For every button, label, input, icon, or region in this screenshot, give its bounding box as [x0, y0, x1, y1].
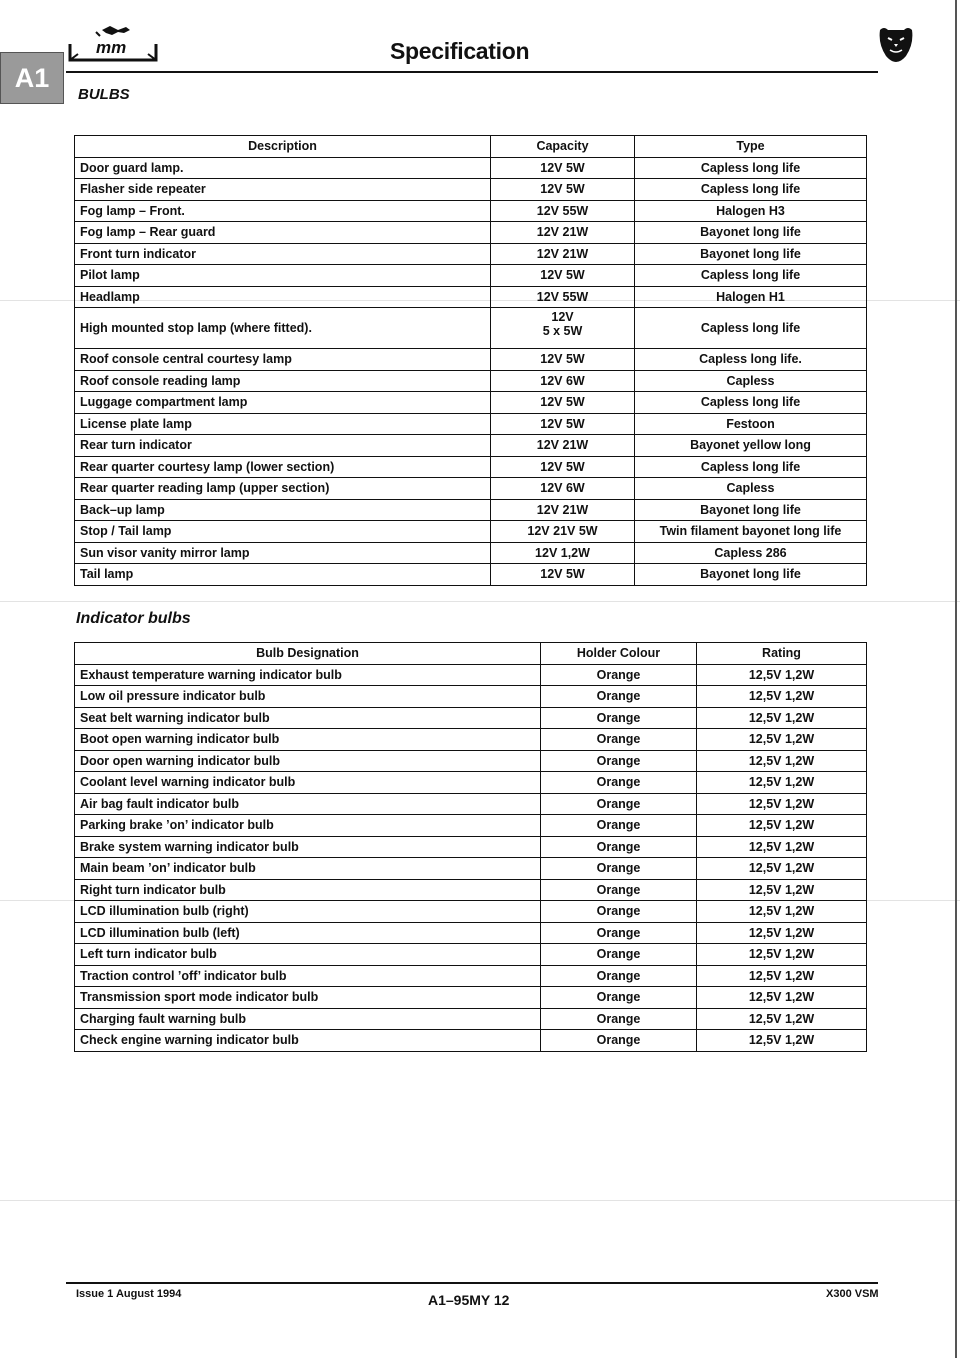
- value-cell: Orange: [541, 815, 697, 837]
- bulb-row: [75, 456, 867, 478]
- value-cell: 12V 5W: [491, 456, 635, 478]
- bulb-row: [75, 370, 867, 392]
- bulb-row: [75, 542, 867, 564]
- description-cell: LCD illumination bulb (left): [75, 922, 541, 944]
- type-cell: Twin filament bayonet long life: [635, 521, 867, 543]
- type-cell: Capless: [635, 370, 867, 392]
- type-cell: Capless long life: [635, 392, 867, 414]
- indicator-row: [75, 836, 867, 858]
- description-cell: Door open warning indicator bulb: [75, 750, 541, 772]
- value-cell: 12V 5W: [491, 179, 635, 201]
- description-cell: Pilot lamp: [75, 265, 491, 287]
- description-cell: Luggage compartment lamp: [75, 392, 491, 414]
- scan-edge: [955, 0, 957, 1358]
- indicator-row: [75, 965, 867, 987]
- table-header-row: [75, 136, 867, 158]
- column-header: Rating: [697, 643, 867, 665]
- type-cell: Capless long life: [635, 308, 867, 349]
- value-cell: Orange: [541, 729, 697, 751]
- description-cell: High mounted stop lamp (where fitted).: [75, 308, 491, 349]
- type-cell: 12,5V 1,2W: [697, 1030, 867, 1052]
- description-cell: Fog lamp – Rear guard: [75, 222, 491, 244]
- value-cell: 12V 1,2W: [491, 542, 635, 564]
- description-cell: Headlamp: [75, 286, 491, 308]
- type-cell: Capless long life: [635, 179, 867, 201]
- type-cell: 12,5V 1,2W: [697, 858, 867, 880]
- description-cell: Brake system warning indicator bulb: [75, 836, 541, 858]
- type-cell: Capless long life.: [635, 349, 867, 371]
- type-cell: Bayonet yellow long: [635, 435, 867, 457]
- manual-code: X300 VSM: [826, 1288, 879, 1300]
- bulbs-heading: BULBS: [78, 86, 130, 103]
- description-cell: Fog lamp – Front.: [75, 200, 491, 222]
- description-cell: Right turn indicator bulb: [75, 879, 541, 901]
- description-cell: Left turn indicator bulb: [75, 944, 541, 966]
- indicator-bulbs-heading: Indicator bulbs: [76, 610, 191, 627]
- service-logo: [66, 24, 162, 64]
- type-cell: Bayonet long life: [635, 222, 867, 244]
- type-cell: 12,5V 1,2W: [697, 686, 867, 708]
- column-header: Type: [635, 136, 867, 158]
- value-cell: 12V 5W: [491, 392, 635, 414]
- value-cell: 12V 21W: [491, 435, 635, 457]
- type-cell: 12,5V 1,2W: [697, 922, 867, 944]
- description-cell: Rear quarter courtesy lamp (lower section): [75, 456, 491, 478]
- indicator-row: [75, 729, 867, 751]
- value-cell: 12V 6W: [491, 478, 635, 500]
- jaguar-head-icon: [876, 24, 916, 68]
- description-cell: Tail lamp: [75, 564, 491, 586]
- bulb-row: [75, 564, 867, 586]
- bulb-row: [75, 243, 867, 265]
- bulb-row: [75, 286, 867, 308]
- type-cell: 12,5V 1,2W: [697, 879, 867, 901]
- value-cell: 12V 21W: [491, 222, 635, 244]
- indicator-row: [75, 1008, 867, 1030]
- description-cell: Door guard lamp.: [75, 157, 491, 179]
- bulbs-table-body: [75, 157, 867, 585]
- value-cell: Orange: [541, 944, 697, 966]
- bulb-row: [75, 265, 867, 287]
- column-header: Bulb Designation: [75, 643, 541, 665]
- description-cell: Roof console central courtesy lamp: [75, 349, 491, 371]
- value-cell: 12V 5W: [491, 265, 635, 287]
- description-cell: Traction control ’off’ indicator bulb: [75, 965, 541, 987]
- type-cell: Bayonet long life: [635, 564, 867, 586]
- indicator-row: [75, 686, 867, 708]
- indicator-row: [75, 987, 867, 1009]
- description-cell: Exhaust temperature warning indicator bulb: [75, 664, 541, 686]
- column-header: Description: [75, 136, 491, 158]
- value-cell: 12V 21V 5W: [491, 521, 635, 543]
- column-header: Holder Colour: [541, 643, 697, 665]
- type-cell: Halogen H3: [635, 200, 867, 222]
- type-cell: 12,5V 1,2W: [697, 750, 867, 772]
- type-cell: 12,5V 1,2W: [697, 1008, 867, 1030]
- bulb-row: [75, 521, 867, 543]
- indicator-row: [75, 1030, 867, 1052]
- bulb-row: [75, 222, 867, 244]
- bulb-row: [75, 200, 867, 222]
- indicator-row: [75, 750, 867, 772]
- bulb-row: [75, 349, 867, 371]
- indicator-row: [75, 901, 867, 923]
- value-cell: Orange: [541, 1008, 697, 1030]
- type-cell: 12,5V 1,2W: [697, 772, 867, 794]
- description-cell: Air bag fault indicator bulb: [75, 793, 541, 815]
- value-cell: Orange: [541, 836, 697, 858]
- description-cell: Roof console reading lamp: [75, 370, 491, 392]
- indicator-row: [75, 793, 867, 815]
- type-cell: Capless long life: [635, 265, 867, 287]
- description-cell: Front turn indicator: [75, 243, 491, 265]
- issue-date: Issue 1 August 1994: [76, 1288, 182, 1300]
- description-cell: Parking brake ’on’ indicator bulb: [75, 815, 541, 837]
- bulb-row: [75, 478, 867, 500]
- type-cell: Capless long life: [635, 456, 867, 478]
- section-tab: A1: [0, 52, 64, 104]
- value-cell: Orange: [541, 901, 697, 923]
- value-cell: Orange: [541, 793, 697, 815]
- value-cell: 12V 6W: [491, 370, 635, 392]
- value-cell: 12V 5W: [491, 413, 635, 435]
- value-cell: Orange: [541, 987, 697, 1009]
- column-header: Capacity: [491, 136, 635, 158]
- type-cell: 12,5V 1,2W: [697, 944, 867, 966]
- value-cell: 12V 21W: [491, 499, 635, 521]
- bulb-row: [75, 157, 867, 179]
- type-cell: Capless 286: [635, 542, 867, 564]
- value-cell: Orange: [541, 750, 697, 772]
- type-cell: Bayonet long life: [635, 499, 867, 521]
- value-cell: 12V 21W: [491, 243, 635, 265]
- indicator-row: [75, 858, 867, 880]
- value-cell: Orange: [541, 664, 697, 686]
- description-cell: Charging fault warning bulb: [75, 1008, 541, 1030]
- value-cell: 12V 5 x 5W: [491, 308, 635, 349]
- type-cell: 12,5V 1,2W: [697, 793, 867, 815]
- type-cell: 12,5V 1,2W: [697, 901, 867, 923]
- page-guide-line: [0, 601, 960, 602]
- bulb-row: [75, 413, 867, 435]
- type-cell: 12,5V 1,2W: [697, 836, 867, 858]
- value-cell: Orange: [541, 965, 697, 987]
- value-cell: Orange: [541, 707, 697, 729]
- value-cell: 12V 5W: [491, 349, 635, 371]
- value-cell: Orange: [541, 772, 697, 794]
- description-cell: LCD illumination bulb (right): [75, 901, 541, 923]
- value-cell: 12V 5W: [491, 564, 635, 586]
- page-number: A1–95MY 12: [428, 1292, 510, 1308]
- type-cell: Bayonet long life: [635, 243, 867, 265]
- description-cell: License plate lamp: [75, 413, 491, 435]
- description-cell: Flasher side repeater: [75, 179, 491, 201]
- bulb-row: [75, 392, 867, 414]
- description-cell: Seat belt warning indicator bulb: [75, 707, 541, 729]
- logo-text: mm: [96, 38, 127, 57]
- bulb-row: [75, 308, 867, 349]
- value-cell: Orange: [541, 858, 697, 880]
- indicator-row: [75, 664, 867, 686]
- page-guide-line: [0, 1200, 960, 1201]
- type-cell: 12,5V 1,2W: [697, 815, 867, 837]
- description-cell: Boot open warning indicator bulb: [75, 729, 541, 751]
- page-title: Specification: [390, 38, 530, 64]
- type-cell: 12,5V 1,2W: [697, 664, 867, 686]
- description-cell: Rear quarter reading lamp (upper section): [75, 478, 491, 500]
- indicator-row: [75, 879, 867, 901]
- indicator-row: [75, 772, 867, 794]
- type-cell: 12,5V 1,2W: [697, 987, 867, 1009]
- description-cell: Coolant level warning indicator bulb: [75, 772, 541, 794]
- value-cell: Orange: [541, 686, 697, 708]
- description-cell: Main beam ’on’ indicator bulb: [75, 858, 541, 880]
- indicator-bulbs-table: [74, 642, 867, 1052]
- value-cell: Orange: [541, 922, 697, 944]
- value-cell: Orange: [541, 879, 697, 901]
- value-cell: 12V 55W: [491, 200, 635, 222]
- bulb-row: [75, 435, 867, 457]
- value-cell: 12V 55W: [491, 286, 635, 308]
- indicator-table-body: [75, 664, 867, 1051]
- indicator-row: [75, 707, 867, 729]
- type-cell: Festoon: [635, 413, 867, 435]
- description-cell: Check engine warning indicator bulb: [75, 1030, 541, 1052]
- jaguar-badge: [876, 24, 916, 68]
- description-cell: Rear turn indicator: [75, 435, 491, 457]
- type-cell: 12,5V 1,2W: [697, 707, 867, 729]
- type-cell: 12,5V 1,2W: [697, 729, 867, 751]
- table-header-row: [75, 643, 867, 665]
- indicator-row: [75, 922, 867, 944]
- type-cell: Capless long life: [635, 157, 867, 179]
- description-cell: Sun visor vanity mirror lamp: [75, 542, 491, 564]
- description-cell: Low oil pressure indicator bulb: [75, 686, 541, 708]
- value-cell: Orange: [541, 1030, 697, 1052]
- indicator-row: [75, 944, 867, 966]
- type-cell: 12,5V 1,2W: [697, 965, 867, 987]
- description-cell: Back–up lamp: [75, 499, 491, 521]
- type-cell: Halogen H1: [635, 286, 867, 308]
- bulbs-table: [74, 135, 867, 586]
- header-rule: [66, 71, 878, 73]
- description-cell: Stop / Tail lamp: [75, 521, 491, 543]
- description-cell: Transmission sport mode indicator bulb: [75, 987, 541, 1009]
- footer-rule: [66, 1282, 878, 1284]
- value-cell: 12V 5W: [491, 157, 635, 179]
- indicator-row: [75, 815, 867, 837]
- bulb-row: [75, 179, 867, 201]
- bulb-row: [75, 499, 867, 521]
- type-cell: Capless: [635, 478, 867, 500]
